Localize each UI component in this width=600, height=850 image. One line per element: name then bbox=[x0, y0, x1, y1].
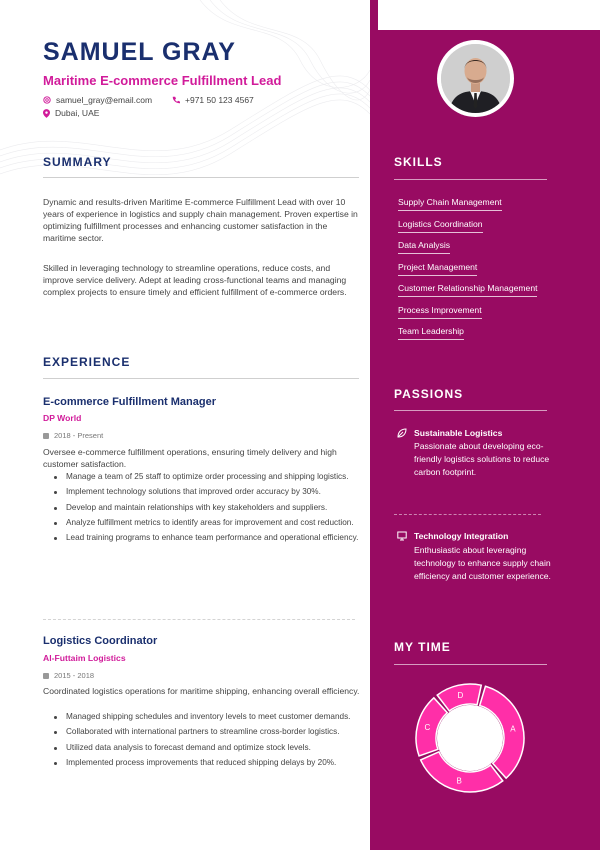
summary-title: SUMMARY bbox=[43, 155, 112, 169]
location-contact bbox=[43, 108, 99, 118]
email-text: samuel_gray@email.com bbox=[56, 95, 153, 105]
skill-item: Supply Chain Management bbox=[398, 197, 502, 211]
passion-description: Passionate about developing eco-friendly logistics solutions to reduce carbon footprint. bbox=[414, 441, 550, 477]
job-bullet: Develop and maintain relationships with key stakeholders and suppliers. bbox=[52, 503, 360, 514]
skill-item: Process Improvement bbox=[398, 305, 482, 319]
summary-paragraph: Skilled in leveraging technology to streamline operations, reduce costs, and improve service delivery. Adept at leading cross-functional teams and managing complex projects to ensure timely and efficient fulfillment of e-commerce orders. bbox=[43, 263, 347, 297]
job-description: Oversee e-commerce fulfillment operations, ensuring timely delivery and high customer satisfaction. bbox=[43, 447, 337, 469]
job-bullet: Implement technology solutions that improved order accuracy by 30%. bbox=[52, 487, 360, 498]
passion-separator bbox=[394, 514, 541, 515]
profile-photo bbox=[437, 40, 514, 117]
candidate-role: Maritime E-commerce Fulfillment Lead bbox=[43, 73, 282, 88]
job-bullets bbox=[52, 472, 360, 548]
time-donut-chart bbox=[415, 683, 525, 793]
skill-item: Logistics Coordination bbox=[398, 219, 483, 233]
skill-item: Data Analysis bbox=[398, 240, 450, 254]
job-bullet: Collaborated with international partners to streamline cross-border logistics. bbox=[52, 727, 360, 738]
job-company: Al-Futtaim Logistics bbox=[43, 653, 126, 663]
calendar-icon bbox=[43, 433, 49, 439]
experience-divider bbox=[43, 378, 359, 379]
experience-title: EXPERIENCE bbox=[43, 355, 131, 369]
job-title: E-commerce Fulfillment Manager bbox=[43, 396, 216, 408]
passion-title: Sustainable Logistics bbox=[414, 428, 503, 438]
person-portrait-icon bbox=[441, 44, 510, 113]
summary-divider bbox=[43, 177, 359, 178]
job-bullet: Utilized data analysis to forecast demand and optimize stock levels. bbox=[52, 743, 360, 754]
job-date-text: 2015 - 2018 bbox=[54, 671, 95, 680]
phone-contact[interactable] bbox=[172, 95, 254, 105]
passions-title: PASSIONS bbox=[394, 387, 464, 401]
job-date bbox=[43, 671, 94, 680]
job-bullet: Lead training programs to enhance team performance and operational efficiency. bbox=[52, 533, 360, 544]
email-contact[interactable] bbox=[43, 95, 152, 105]
job-bullet: Implemented process improvements that reduced shipping delays by 20%. bbox=[52, 758, 360, 769]
donut-label-b: B bbox=[456, 776, 462, 786]
phone-icon bbox=[172, 96, 180, 104]
job-title: Logistics Coordinator bbox=[43, 635, 158, 647]
skill-item: Customer Relationship Management bbox=[398, 283, 537, 297]
computer-icon bbox=[397, 531, 407, 541]
donut-hole bbox=[437, 705, 503, 771]
location-text: Dubai, UAE bbox=[55, 108, 100, 118]
job-separator bbox=[43, 619, 355, 620]
phone-text: +971 50 123 4567 bbox=[185, 95, 254, 105]
job-description: Coordinated logistics operations for maritime shipping, enhancing overall efficiency. bbox=[43, 686, 360, 696]
donut-label-d: D bbox=[457, 691, 464, 701]
my-time-divider bbox=[394, 664, 547, 665]
donut-label-c: C bbox=[424, 723, 431, 733]
job-bullets bbox=[52, 712, 360, 773]
skills-title: SKILLS bbox=[394, 155, 443, 169]
skill-item: Project Management bbox=[398, 262, 477, 276]
passions-divider bbox=[394, 410, 547, 411]
job-company: DP World bbox=[43, 413, 82, 423]
skills-divider bbox=[394, 179, 547, 180]
calendar-icon bbox=[43, 673, 49, 679]
candidate-name: SAMUEL GRAY bbox=[43, 38, 236, 66]
summary-paragraph: Dynamic and results-driven Maritime E-commerce Fulfillment Lead with over 10 years of experience in logistics and supply chain management. Proven expertise in optimizing fulfillment processes and enhancing customer satisfaction in the maritime sector. bbox=[43, 197, 358, 243]
job-bullet: Managed shipping schedules and inventory levels to meet customer demands. bbox=[52, 712, 360, 723]
job-date bbox=[43, 431, 103, 440]
avatar bbox=[441, 44, 510, 113]
job-date-text: 2018 - Present bbox=[54, 431, 104, 440]
job-bullet: Manage a team of 25 staff to optimize order processing and shipping logistics. bbox=[52, 472, 360, 483]
skill-item: Team Leadership bbox=[398, 326, 464, 340]
leaf-icon bbox=[397, 428, 407, 438]
at-icon bbox=[43, 96, 51, 104]
passion-title: Technology Integration bbox=[414, 531, 509, 541]
passion-description: Enthusiastic about leveraging technology to enhance supply chain efficiency and customer experience. bbox=[414, 545, 551, 581]
job-bullet: Analyze fulfillment metrics to identify areas for improvement and cost reduction. bbox=[52, 518, 360, 529]
my-time-title: MY TIME bbox=[394, 640, 451, 654]
donut-label-a: A bbox=[510, 724, 516, 734]
location-pin-icon bbox=[43, 109, 50, 118]
